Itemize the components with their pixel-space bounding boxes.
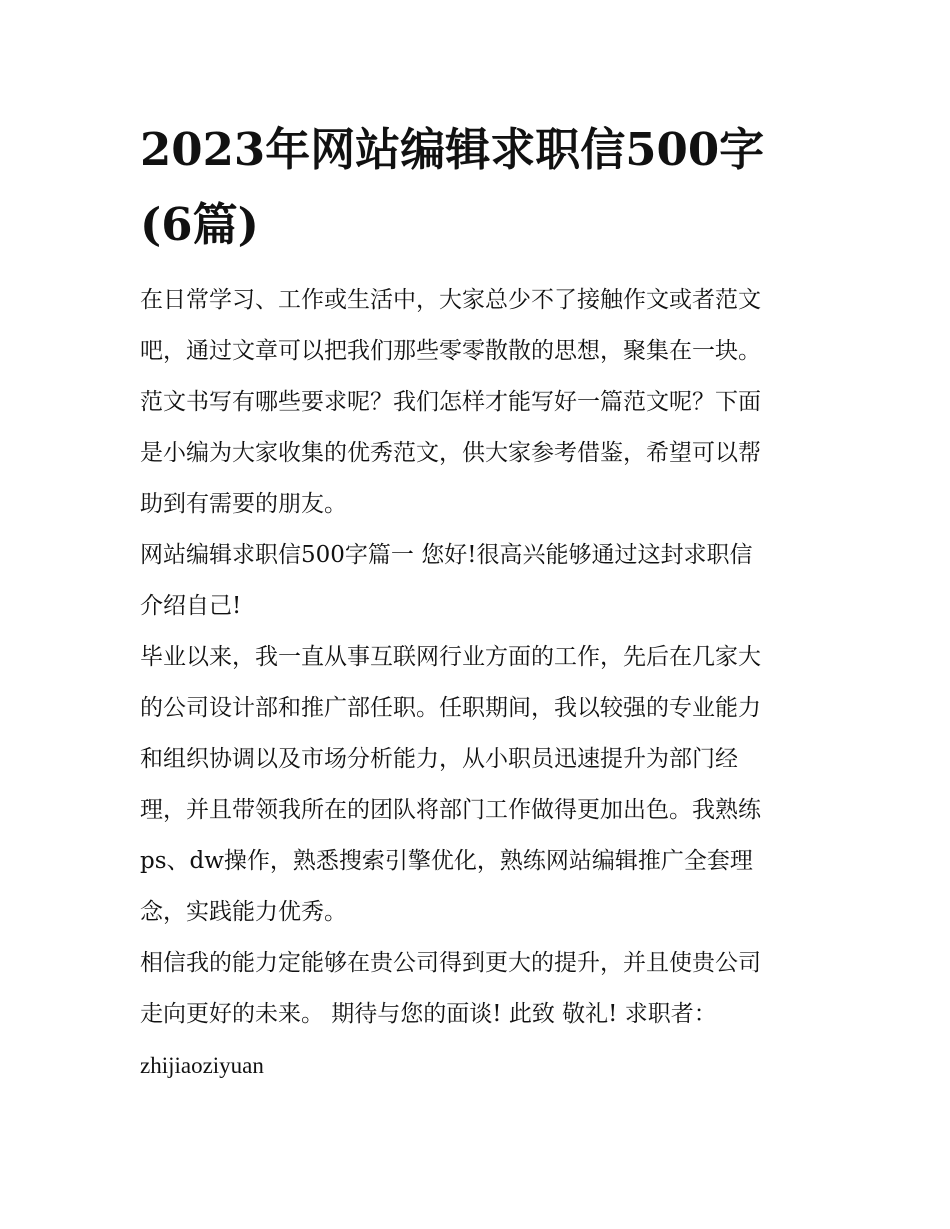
intro-paragraph — [140, 275, 820, 530]
text-line: 在日常学习、工作或生活中，大家总少不了接触作文或者范文 — [140, 287, 761, 313]
text-line: 网站编辑求职信500字篇一 您好!很高兴能够通过这封求职信 — [140, 542, 753, 568]
experience-paragraph — [140, 632, 820, 938]
title-line: (6篇) — [140, 198, 259, 251]
greeting-paragraph — [140, 530, 820, 632]
closing-paragraph — [140, 938, 820, 1091]
text-line: 相信我的能力定能够在贵公司得到更大的提升，并且使贵公司 — [140, 950, 761, 976]
text-line: 念，实践能力优秀。 — [140, 899, 347, 925]
text-line: 吧，通过文章可以把我们那些零零散散的思想，聚集在一块。 — [140, 338, 761, 364]
text-line: 的公司设计部和推广部任职。任职期间，我以较强的专业能力 — [140, 695, 761, 721]
signature-line: zhijiaoziyuan — [140, 1053, 264, 1078]
document-body — [140, 275, 820, 1091]
text-line: 和组织协调以及市场分析能力，从小职员迅速提升为部门经 — [140, 746, 738, 772]
page-title — [140, 112, 820, 262]
text-line: 毕业以来，我一直从事互联网行业方面的工作，先后在几家大 — [140, 644, 761, 670]
text-line: 理，并且带领我所在的团队将部门工作做得更加出色。我熟练 — [140, 797, 761, 823]
text-line: ps、dw操作，熟悉搜索引擎优化，熟练网站编辑推广全套理 — [140, 848, 753, 874]
title-line: 2023年网站编辑求职信500字 — [140, 123, 765, 176]
text-line: 是小编为大家收集的优秀范文，供大家参考借鉴，希望可以帮 — [140, 440, 761, 466]
text-line: 范文书写有哪些要求呢？我们怎样才能写好一篇范文呢？下面 — [140, 389, 761, 415]
text-line: 助到有需要的朋友。 — [140, 491, 347, 517]
text-line: 走向更好的未来。 期待与您的面谈! 此致 敬礼! 求职者： — [140, 1001, 717, 1027]
text-line: 介绍自己! — [140, 593, 242, 619]
